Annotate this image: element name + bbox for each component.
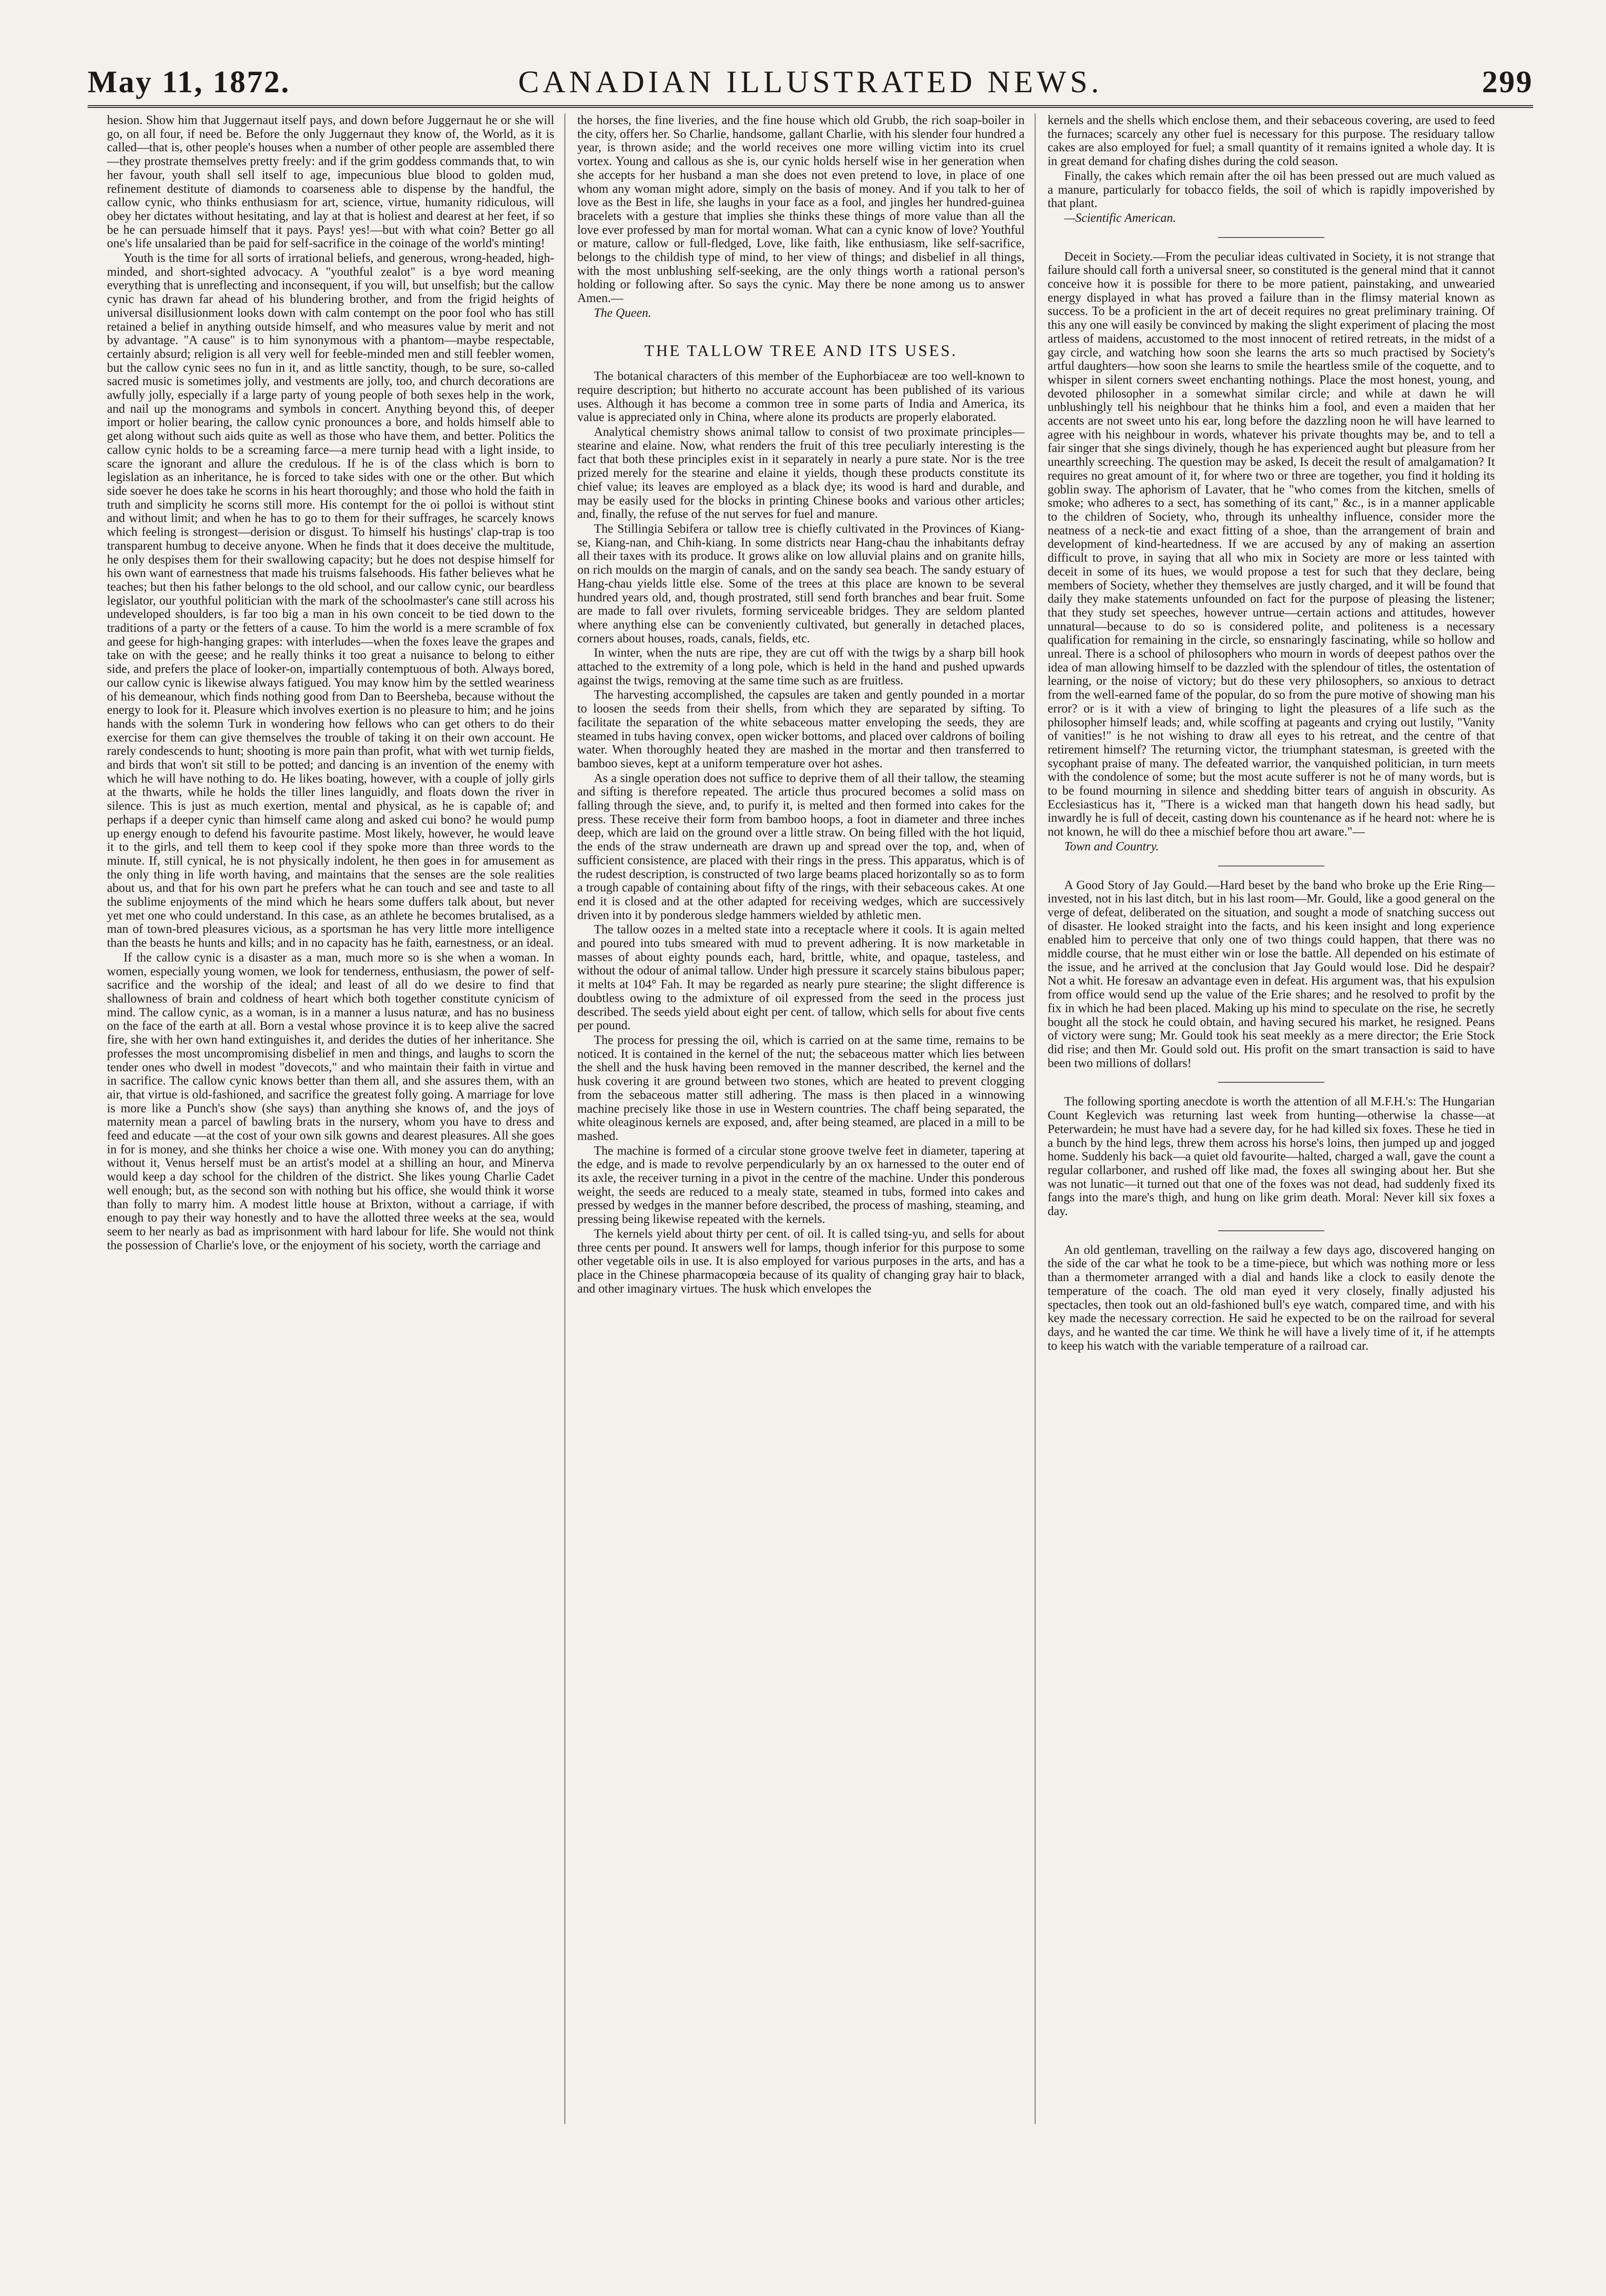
column-divider (564, 113, 565, 2124)
article-paragraph: As a single operation does not suffice to deprive them of all their tallow, the steaming and sifting is therefore repeated. The article thus procured becomes a solid mass on falling through the sieve, and, to purify it, is melted and then formed into cakes for the press. These receive their form from bamboo hoops, a foot in diameter and three inches deep, which are laid on the ground over a little straw. On being filled with the hot liquid, the ends of the straw underneath are drawn up and spread over the top, and, when of sufficient consistence, are placed with their rings in the press. This apparatus, which is of the rudest description, is constructed of two large beams placed horizontally so as to form a trough capable of containing about fifty of the rings, with their sebaceous cakes. At one end it is closed and at the other adapted for receiving wedges, which are successively driven into it by ponderous sledge hammers wielded by athletic men. (577, 771, 1025, 922)
newspaper-title: CANADIAN ILLUSTRATED NEWS. (518, 64, 1103, 99)
article-paragraph: The Stillingia Sebifera or tallow tree is chiefly cultivated in the Provinces of Kiang-se, Kiang-nan, and Chih-kiang. In some districts near Hang-chau the inhabitants defray all their taxes with its produce. It grows alike on low alluvial plains and on granite hills, on rich moulds on the margin of canals, and on the sandy sea beach. The sandy estuary of Hang-chau yields little else. Some of the trees at this place are known to be several hundred years old, and, though prostrated, still send forth branches and bear fruit. Some are made to fall over rivulets, forming serviceable bridges. They are seldom planted where anything else can be conveniently cultivated, but generally in detached places, corners about houses, roads, canals, fields, etc. (577, 521, 1025, 645)
source-citation: —Scientific American. (1064, 210, 1176, 225)
article-paragraph: The tallow oozes in a melted state into a receptacle where it cools. It is again melted and poured into tubs smeared with mud to prevent adhering. It is now marketable in masses of about eighty pounds each, hard, brittle, white, and opaque, tasteless, and without the odour of animal tallow. Under high pressure it scarcely stains bibulous paper; it melts at 104° Fah. It may be regarded as nearly pure stearine; the slight difference is doubtless owing to the admixture of oil expressed from the seed in the process just described. The seeds yield about eight per cent. of tallow, which sells for about five cents per pound. (577, 922, 1025, 1032)
article-paragraph: hesion. Show him that Juggernaut itself pays, and down before Juggernaut he or she will go, on all four, if need be. Before the only Juggernaut they know of, the World, as it is called—that is, other people's houses when a number of other people are assembled there—they prostrate themselves pretty freely: and if the grim goddess commands that, to win her favour, youth shall sell itself to age, impecunious blue blood to golden mud, refinement destitute of diamonds to coarseness able to dispense by the handful, the callow cynic, who thinks enthusiasm for art, science, virtue, humanity ridiculous, will obey her dictates without hesitating, and lay at that is holiest and dearest at her feet, if so be he can persuade himself that it pays. Pays! yes!—but with what coin? Better go all one's life unsalaried than be paid for self-sacrifice in the coinage of the world's minting! (107, 113, 554, 250)
page-number: 299 (1482, 64, 1533, 99)
article-paragraph: Deceit in Society.—From the peculiar ideas cultivated in Society, it is not strange that failure should call forth a universal sneer, so constituted is the general mind that it cannot conceive how it is possible for there to be more patient, painstaking, and unwearied energy displayed in what has proved a failure than in the flimsy material known as success. To be a proficient in the art of deceit requires no great preliminary training. Of this any one will easily be convinced by making the slight experiment of placing the most artless of maidens, accustomed to the most innocent of retired retreats, in the midst of a gay circle, and watching how soon she learns the arts so much practised by Society's artful daughters—how soon she learns to smile the heartless smile of the coquette, and to whisper in silent corners sweet enchanting nothings. Place the most honest, young, and devoted philosopher in a somewhat similar circle; and while at dawn he will unblushingly tell his neighbour that he thinks him a fool, and even a maiden that her accents are not sweet unto his ear, long before the dazzling noon he will have learned to agree with his neighbour in words, whatever his private thoughts may be, and to tell a fair singer that she sings divinely, though he has experienced aught but pleasure from her unearthly screeching. The question may be asked, Is deceit the result of amalgamation? It requires no great amount of it, for where two or three are together, you find it holding its goblin sway. The aphorism of Lavater, that he "who comes from the kitchen, smells of smoke; who adheres to a sect, has something of its cant," &c., is in a manner applicable to the children of Society, who, through its unhealthy influence, consider more the neatness of a neck-tie and exact fitting of a shoe, than the arrangement of brain and development of kind-heartedness. If we are accused by any of making an assertion difficult to prove, in saying that all who mix in Society are more or less tainted with deceit in some of its hues, we would propose a test for such that they declare, being members of Society, whether they themselves are justly charged, and it will be found that daily they make statements unfounded on fact for the purpose of pleasing the listener; that they study set speeches, however untrue—certain actions and attitudes, however unnatural—because to do so is considered polite, and politeness is a necessary qualification for remaining in the circle, so ensnaringly fascinating, while so hollow and unreal. There is a school of philosophers who mourn in words of deepest pathos over the idea of man allowing himself to be dazzled with the splendour of titles, the ostentation of learning, or the noise of victory; but do these very philosophers, so anxious to detract from the well-earned fame of the popular, do so from the pure motive of showing man his error? or is it with a view of bringing to light the pleasures of a life such as the philosopher himself leads; and, while scoffing at pageants and crying out lustily, "Vanity of vanities!" is he not wishing to draw all eyes to his retreat, and the centre of that retirement himself? The returning victor, the triumphant statesman, is greeted with the sycophant praise of many. The defeated warrior, the vanquished politician, in turn meets with the condolence of some; but the most acute sufferer is not he of many words, but is to be found mourning in silence and shedding bitter tears of anguish in obscurity. As Ecclesiasticus has it, "There is a wicked man that hangeth down his head sadly, but inwardly he is full of deceit, casting down his countenance as if he heard not: where he is not known, he will do thee a mischief before thou art aware."— (1048, 249, 1495, 839)
column-right (1048, 113, 1495, 1353)
column-middle (577, 113, 1025, 1295)
article-paragraph: If the callow cynic is a disaster as a man, much more so is she when a woman. In women, especially young women, we look for tenderness, enthusiasm, the power of self-sacrifice and the worship of the ideal; and least of all do we desire to find that shallowness of brain and coldness of heart which both together constitute cynicism of mind. The callow cynic, as a woman, is in a manner a lusus naturæ, and has no business on the face of the earth at all. Born a vestal whose province it is to keep alive the sacred fire, she with her own hand extinguishes it, and derides the duties of her inheritance. She professes the most uncompromising disbelief in men and things, and laughs to scorn the tender ones who dwell in modest "dovecots," and who maintain their faith in virtue and in sacrifice. The callow cynic knows better than them all, and she assures them, with an air, that virtue is old-fashioned, and sacrifice the greatest folly going. A marriage for love is more like a Punch's show (she says) than anything she knows of, and the joys of maternity mean a parcel of bawling brats in the nursery, whom you have to dress and feed and educate —at the cost of your own silk gowns and dearest pleasures. All she goes in for is money, and she thinks her choice a wise one. With money you can do anything; without it, Venus herself must be an artist's model at a shilling an hour, and Minerva would keep a day school for the children of the district. She likes young Charlie Cadet well enough; but, as the second son with nothing but his office, she would think it worse than folly to marry him. A modest little house at Brixton, without a carriage, if with enough to pay their way honestly and to have the allotted three weeks at the sea, would seem to her nearly as bad as imprisonment with hard labour for life. She would not think the possession of Charlie's love, or the enjoyment of his society, worth the carriage and (107, 950, 554, 1252)
column-divider (1035, 113, 1036, 2124)
section-divider (1218, 1082, 1324, 1083)
article-paragraph: kernels and the shells which enclose them, and their sebaceous covering, are used to feed the furnaces; scarcely any other fuel is necessary for this purpose. The residuary tallow cakes are also employed for fuel; a small quantity of it remains ignited a whole day. It is in great demand for chafing dishes during the cold season. (1048, 113, 1495, 168)
article-paragraph: Analytical chemistry shows animal tallow to consist of two proximate principles—stearine and elaine. Now, what renders the fruit of this tree peculiarly interesting is the fact that both these principles exist in it separately in nearly a pure state. Nor is the tree prized merely for the stearine and elaine it yields, though these products constitute its chief value; its leaves are employed as a black dye; its wood is hard and durable, and may be easily used for the blocks in printing Chinese books and various other articles; and, finally, the refuse of the nut serves for fuel and manure. (577, 425, 1025, 521)
article-paragraph: An old gentleman, travelling on the railway a few days ago, discovered hanging on the side of the car what he took to be a time-piece, but which was nothing more or less than a thermometer arranged with a dial and hands like a clock to easily denote the temperature of the coach. The old man eyed it very closely, finally adjusted his spectacles, then took out an old-fashioned bull's eye watch, compared time, and with his key made the necessary correction. He said he expected to be on the railroad for several days, and he wanted the car time. We think he will have a lively time of it, if he attempts to keep his watch with the variable temperature of a railroad car. (1048, 1242, 1495, 1353)
issue-date: May 11, 1872. (88, 64, 290, 99)
masthead (88, 54, 1533, 108)
article-paragraph: The harvesting accomplished, the capsules are taken and gently pounded in a mortar to loosen the seeds from their shells, from which they are separated by sifting. To facilitate the separation of the white sebaceous matter enveloping the seeds, they are steamed in tubs having convex, open wicker bottoms, and placed over caldrons of boiling water. When thoroughly heated they are mashed in the mortar and then transferred to bamboo sieves, kept at a uniform temperature over hot ashes. (577, 688, 1025, 770)
article-heading: THE TALLOW TREE AND ITS USES. (644, 341, 958, 360)
article-paragraph: A Good Story of Jay Gould.—Hard beset by the band who broke up the Erie Ring—invested, not in his last ditch, but in his last room—Mr. Gould, like a good general on the verge of defeat, deliberated on the situation, and sought a mode of snatching success out of disaster. He looked straight into the facts, and his keen insight and long experience enabled him to perceive that only one of two things could happen, that there was no middle course, that he must either win or lose the battle. All depended on his estimate of the issue, and he arrived at the conclusion that Jay Gould would lose. Did he despair? Not a whit. He foresaw an advantage even in defeat. His argument was, that his expulsion from office would send up the value of the Erie shares; and he resolved to profit by the fix in which he had been placed. Making up his mind to speculate on the rise, he secretly bought all the stock he could obtain, and having secured his market, he resigned. Peans of victory were sung; Mr. Gould took his seat meekly as a mere director; the Erie Stock did rise; and then Mr. Gould sold out. His profit on the smart transaction is said to have been two millions of dollars! (1048, 878, 1495, 1070)
article-paragraph: Finally, the cakes which remain after the oil has been pressed out are much valued as a manure, particularly for tobacco fields, the soil of which is rapidly impoverished by that plant. (1048, 168, 1495, 210)
section-divider (1218, 1230, 1324, 1231)
article-paragraph: The process for pressing the oil, which is carried on at the same time, remains to be noticed. It is contained in the kernel of the nut; the sebaceous matter which lies between the shell and the husk having been removed in the manner described, the kernel and the husk covering it are ground between two stones, which are heated to prevent clogging from the sebaceous matter still adhering. The mass is then placed in a winnowing machine precisely like those in use in Western countries. The chaff being separated, the white oleaginous kernels are exposed, and, after being steamed, are placed in a mill to be mashed. (577, 1033, 1025, 1143)
column-left (107, 113, 554, 1252)
source-citation: The Queen. (594, 305, 652, 320)
source-citation: Town and Country. (1064, 839, 1159, 853)
article-paragraph: The following sporting anecdote is worth the attention of all M.F.H.'s: The Hungarian Count Keglevich was returning last week from hunting—otherwise la chasse—at Peterwardein; he must have had a severe day, for he had killed six foxes. These he tied in a bunch by the hind legs, threw them across his horse's loins, then jumped up and jogged home. Suddenly his back—a quiet old favourite—halted, charged a wall, gave the count a regular collarboner, and rushed off like mad, the foxes all swinging about her. But she was not lunatic—it turned out that one of the foxes was not dead, had suddenly fixed its fangs into the mare's thigh, and hung on like grim death. Moral: Never kill six foxes a day. (1048, 1094, 1495, 1218)
article-paragraph: The machine is formed of a circular stone groove twelve feet in diameter, tapering at the edge, and is made to revolve perpendicularly by an ox harnessed to the outer end of its axle, the receiver turning in a pivot in the centre of the machine. Under this ponderous weight, the seeds are reduced to a mealy state, steamed in tubs, formed into cakes and pressed by wedges in the manner before described, the process of mashing, steaming, and pressing being likewise repeated with the kernels. (577, 1143, 1025, 1226)
article-paragraph: The kernels yield about thirty per cent. of oil. It is called tsing-yu, and sells for about three cents per pound. It answers well for lamps, though inferior for this purpose to some other vegetable oils in use. It is also employed for various purposes in the arts, and has a place in the Chinese pharmacopœia because of its quality of changing gray hair to black, and other imaginary virtues. The husk which envelopes the (577, 1226, 1025, 1295)
article-paragraph: In winter, when the nuts are ripe, they are cut off with the twigs by a sharp bill hook attached to the extremity of a long pole, which is held in the hand and pushed upwards against the twigs, removing at the same time such as are fruitless. (577, 646, 1025, 687)
article-paragraph: the horses, the fine liveries, and the fine house which old Grubb, the rich soap-boiler in the city, offers her. So Charlie, handsome, gallant Charlie, with his slender four hundred a year, is thrown aside; and the world receives one more willing victim into its cruel vortex. Young and callous as she is, our cynic holds herself wise in her generation when she accepts for her husband a man she does not even pretend to love, in place of one whom any woman might adore, simply on the basis of money. And if you talk to her of love as the Best in life, she laughs in your face as a fool, and jingles her hundred-guinea bracelets with a gesture that implies she thinks these things of more value than all the love ever professed by man for mortal woman. What can a cynic know of love? Youthful or mature, callow or full-fledged, Love, like faith, like enthusiasm, like self-sacrifice, belongs to the childish type of mind, to her view of things; and disbelief in all things, with the most unblushing self-seeking, are the only things worth a rational person's holding or following after. So says the cynic. May there be none among us to answer Amen.— (577, 113, 1025, 305)
article-paragraph: The botanical characters of this member of the Euphorbiaceæ are too well-known to require description; but hitherto no accurate account has been published of its various uses. Although it has become a common tree in some parts of India and America, its value is appreciated only in China, where alone its products are properly elaborated. (577, 369, 1025, 424)
article-paragraph: Youth is the time for all sorts of irrational beliefs, and generous, wrong-headed, high-minded, and short-sighted advocacy. A "youthful zealot" is a bye word meaning everything that is unreflecting and inconsequent, if you will, but unselfish; but the callow cynic has drawn far ahead of his blundering brother, and from the frigid heights of universal disillusionment looks down with calm contempt on the poor fool who has still retained a belief in anything outside himself, and who measures value by merit and not by advantage. "A cause" is to him synonymous with a phantom—maybe respectable, certainly absurd; religion is all very well for feeble-minded men and still feebler women, but the callow cynic sees no fun in it, and as little sanctity, though, to be sure, so-called sacred music is sometimes jolly, and vestments are jolly, too, and church decorations are awfully jolly, especially if a large party of young people of both sexes help in the work, and nail up the monograms and symbols in concert. Anything beyond this, of deeper import or holier bearing, the callow cynic pronounces a bore, and holds himself able to get along without such aids quite as well as those who have them, and better. Politics the callow cynic holds to be a screaming farce—a mere turnip head with a light inside, to scare the ignorant and allure the credulous. If he is of the class which is born to legislation as an inheritance, he is forced to take sides with one or the other. But which side soever he does take he scorns in his heart thoroughly; and those who hold the faith in truth and simplicity he scorns still more. His contempt for the oi polloi is without stint and without limit; and when he has to go to them for their suffrages, he scarcely knows which feeling is strongest—derision or disgust. To himself his hustings' clap-trap is too transparent humbug to deceive anyone. When he finds that it does deceive the multitude, he only despises them for their swallowing capacity; but he does not despise himself for his own want of earnestness that made his truisms falsehoods. His father believes what he teaches; but then his father belongs to the old school, and our callow cynic, our beardless legislator, our youthful politician with the mark of the schoolmaster's cane still across his undeveloped shoulders, is far too big a man in his own conceit to be tied down to the traditions of a party or the fetters of a cause. To him the world is a mere scramble of fox and geese for high-hanging grapes: with interludes—when the foxes leave the grapes and take on with the geese; and he really thinks it too great a nuisance to belong to either side, and prefers the place of looker-on, impartially contemptuous of both. Always bored, our callow cynic is likewise always fatigued. You may know him by the settled weariness of his demeanour, which finds nothing good from Dan to Beersheba, because without the energy to look for it. Pleasure which involves exertion is no pleasure to him; and he joins hands with the solemn Turk in wondering how fellows who can get others to do their exercise for them can give themselves the trouble of taking it on their own account. He rarely condescends to hunt; shooting is more pain than profit, what with wet turnip fields, and birds that won't sit still to be potted; and dancing is an invention of the enemy with which he will have nothing to do. He likes boating, however, with a couple of jolly girls at the thwarts, while he holds the tiller lines languidly, and floats down the river in silence. This is just as much exertion, mental and physical, as he is capable of; and perhaps if a deeper cynic than himself came along and asked cui bono? he would pump up energy enough to defend his favourite pastime. Most likely, however, he would leave it to the girls, and tell them to keep cool if they spoke more than three words to the minute. If, still cynical, he is not physically indolent, he then goes in for amusement as the only thing in life worth having, and maintains that the senses are the sole realities about us, and that for his own part he prefers what he can touch and see and taste to all the sublime enjoyments of the mind which he hears some duffers talk about, but never yet met one who could understand. In this case, as an athlete he becomes brutalised, as a man of town-bred pleasures vicious, as a sportsman he has very little more intelligence than the beasts he hunts and kills; and in no capacity has he faith, earnestness, or an ideal. (107, 251, 554, 950)
section-divider (1218, 237, 1324, 238)
